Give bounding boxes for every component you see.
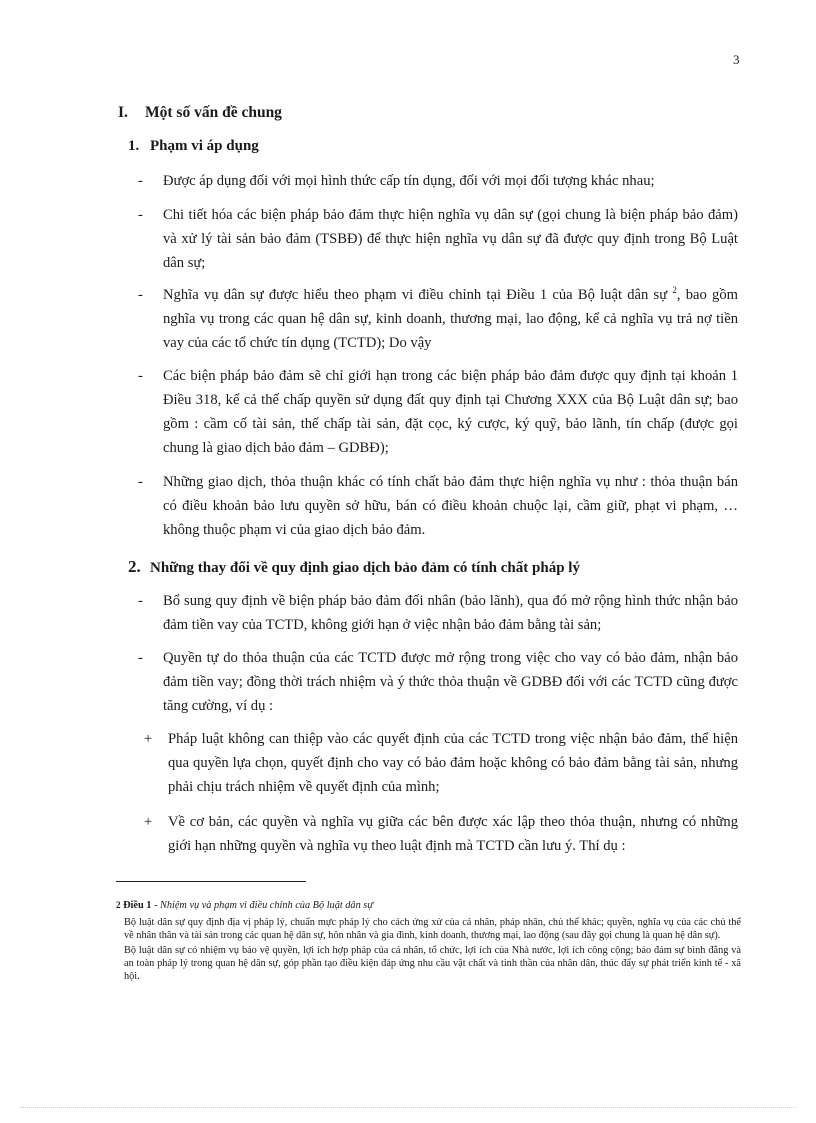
list-item-text: Những giao dịch, thỏa thuận khác có tính chất bảo đảm thực hiện nghĩa vụ như : thỏa thuận bán có điều khoản bảo lưu quyền sở hữu, bán có điều khoản chuộc lại, cầm giữ, phạt vi phạm, … không thuộc phạm vi của giao dịch bảo đảm. xyxy=(163,474,738,538)
footnote-reference[interactable]: 2 xyxy=(672,285,677,296)
dash-marker: - xyxy=(138,287,143,303)
list-item xyxy=(138,283,738,355)
footnote-number: 2 xyxy=(116,900,121,910)
dash-marker: - xyxy=(138,650,143,666)
subheading-title: Phạm vi áp dụng xyxy=(150,138,259,154)
subheading-scope xyxy=(128,138,259,155)
section-heading xyxy=(118,104,282,122)
list-item-text: Bổ sung quy định về biện pháp bảo đảm đối nhân (bảo lãnh), qua đó mở rộng hình thức nhận bảo đảm tiền vay của TCTD, không giới hạn ở việc nhận bảo đảm bằng tài sản; xyxy=(163,593,738,633)
dash-marker: - xyxy=(138,173,143,189)
list-item xyxy=(138,203,738,275)
dash-marker: - xyxy=(138,207,143,223)
footnote-paragraph: Bộ luật dân sự quy định địa vị pháp lý, chuẩn mực pháp lý cho cách ứng xử của cá nhân, pháp nhân, chủ thể khác; quyền, nghĩa vụ của các chủ thể về nhân thân và tài sản trong các quan hệ dân sự, hôn nhân và gia đình, kinh doanh, thương mại, lao động (sau đây gọi chung là quan hệ dân sự). xyxy=(124,917,741,941)
list-item-text: Nghĩa vụ dân sự được hiểu theo phạm vi điều chỉnh tại Điều 1 của Bộ luật dân sự $^2$, bao gồm nghĩa vụ trong các quan hệ dân sự, kinh doanh, thương mại, lao động, kể cả nghĩa vụ trả nợ tiền vay của các tổ chức tín dụng (TCTD); Do vậy xyxy=(163,285,739,351)
page-bottom-border xyxy=(20,1107,796,1108)
subheading-changes xyxy=(128,557,580,577)
section-title: Một số vấn đề chung xyxy=(145,104,282,121)
dash-marker: - xyxy=(138,474,143,490)
sub-list-item xyxy=(144,810,738,858)
list-item xyxy=(138,646,738,718)
footnote-separator-text: - xyxy=(151,900,160,911)
plus-marker: + xyxy=(144,731,153,747)
plus-marker: + xyxy=(144,814,153,830)
sub-list-item-text: Về cơ bản, các quyền và nghĩa vụ giữa các bên được xác lập theo thỏa thuận, nhưng có những giới hạn những quyền và nghĩa vụ theo luật định mà TCTD cần lưu ý. Thí dụ : xyxy=(168,814,738,854)
subheading-number: 1. xyxy=(128,138,140,154)
footnote-title: Điều 1 xyxy=(123,900,152,911)
footnote-heading xyxy=(116,899,741,912)
list-item-text: Quyền tự do thỏa thuận của các TCTD được mở rộng trong việc cho vay có bảo đảm, nhận bảo đảm tiền vay; đồng thời trách nhiệm và ý thức thỏa thuận về GDBĐ đối với các TCTD cũng được tăng cường, ví dụ : xyxy=(163,650,738,714)
subheading-number: 2. xyxy=(128,557,141,576)
list-item-text: Các biện pháp bảo đảm sẽ chỉ giới hạn trong các biện pháp bảo đảm được quy định tại khoản 1 Điều 318, kể cả thế chấp quyền sử dụng đất quy định tại Chương XXX của Bộ Luật dân sự; bao gồm : cầm cố tài sản, thế chấp tài sản, đặt cọc, ký cược, ký quỹ, bảo lãnh, tín chấp (được gọi chung là giao dịch bảo đảm – GDBĐ); xyxy=(163,368,738,456)
section-number: I. xyxy=(118,104,128,121)
dash-marker: - xyxy=(138,368,143,384)
list-item-text: Được áp dụng đối với mọi hình thức cấp tín dụng, đối với mọi đối tượng khác nhau; xyxy=(163,173,655,189)
dash-marker: - xyxy=(138,593,143,609)
footnote-paragraph: Bộ luật dân sự có nhiệm vụ bảo vệ quyền, lợi ích hợp pháp của cá nhân, tổ chức, lợi ích của Nhà nước, lợi ích công cộng; bảo đảm sự bình đẳng và an toàn pháp lý trong quan hệ dân sự, góp phần tạo điều kiện đáp ứng nhu cầu vật chất và tinh thần của nhân dân, thúc đẩy sự phát triển kinh tế - xã hội. xyxy=(124,945,741,982)
page-number: 3 xyxy=(733,52,740,67)
sub-list-item xyxy=(144,727,738,799)
footnote-description: Nhiệm vụ và phạm vi điều chỉnh của Bộ luật dân sự xyxy=(159,900,373,911)
sub-list-item-text: Pháp luật không can thiệp vào các quyết định của các TCTD trong việc nhận bảo đảm, thể hiện qua quyền lựa chọn, quyết định cho vay có bảo đảm hoặc không có bảo đảm bằng tài sản, nhưng phải chịu trách nhiệm về quyết định của mình; xyxy=(168,731,738,795)
subheading-title: Những thay đổi về quy định giao dịch bảo đảm có tính chất pháp lý xyxy=(150,560,580,576)
footnote xyxy=(116,899,741,985)
list-item xyxy=(138,169,738,193)
list-item-text: Chi tiết hóa các biện pháp bảo đảm thực hiện nghĩa vụ dân sự (gọi chung là biện pháp bảo đảm) và xử lý tài sản bảo đảm (TSBĐ) để thực hiện nghĩa vụ dân sự đã được quy định trong Bộ Luật dân sự; xyxy=(163,207,738,271)
list-item xyxy=(138,364,738,460)
list-item xyxy=(138,470,738,542)
footnote-separator xyxy=(116,881,306,882)
list-item xyxy=(138,589,738,637)
